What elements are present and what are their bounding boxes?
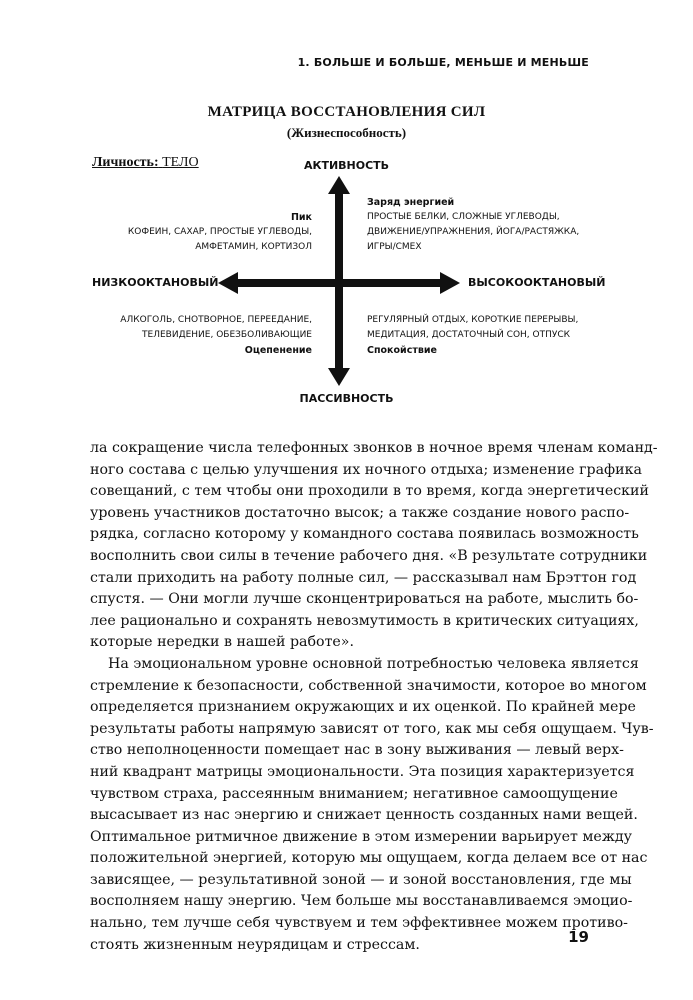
personality-value: ТЕЛО bbox=[162, 155, 199, 170]
text-line: стремление к безопасности, собственной значимости, которое во многом bbox=[90, 677, 647, 694]
figure-subtitle: (Жизнеспособность) bbox=[286, 125, 407, 140]
body-text bbox=[90, 438, 658, 956]
quadrant-top-right bbox=[367, 195, 579, 255]
text-line: нально, тем лучше себя чувствуем и тем эффективнее можем противо- bbox=[90, 915, 628, 932]
text-line: ство неполноценности помещает нас в зону выживания — левый верх- bbox=[90, 742, 624, 759]
arrow-down-icon bbox=[328, 368, 350, 386]
quadrant-title: Оцепенение bbox=[244, 345, 312, 356]
running-header: 1. БОЛЬШЕ И БОЛЬШЕ, МЕНЬШЕ И МЕНЬШЕ bbox=[297, 56, 589, 69]
text-line: зависящее, — результативной зоной — и зоной восстановления, где мы bbox=[90, 871, 632, 888]
personality-key: Личность: bbox=[92, 155, 159, 170]
quadrant-line: КОФЕИН, САХАР, ПРОСТЫЕ УГЛЕВОДЫ, bbox=[127, 227, 312, 237]
quadrant-line: ИГРЫ/СМЕХ bbox=[367, 242, 422, 252]
text-line: результаты работы напрямую зависят от того, как мы себя ощущаем. Чув- bbox=[90, 720, 654, 737]
text-line: восполнить свои силы в течение рабочего дня. «В результате сотрудники bbox=[90, 547, 648, 564]
paragraph-2 bbox=[90, 654, 654, 956]
text-line: спустя. — Они могли лучше сконцентрироваться на работе, мыслить бо- bbox=[90, 591, 639, 608]
text-line: совещаний, с тем чтобы они проходили в то время, когда энергетический bbox=[90, 483, 649, 500]
quadrant-line: АМФЕТАМИН, КОРТИЗОЛ bbox=[195, 242, 312, 252]
quadrant-title: Спокойствие bbox=[367, 345, 437, 356]
quadrant-title: Заряд энергией bbox=[367, 197, 455, 208]
text-line: которые нередки в нашей работе». bbox=[90, 634, 354, 651]
text-line: восполняем нашу энергию. Чем больше мы восстанавливаемся эмоцио- bbox=[90, 893, 633, 910]
text-line: ний квадрант матрицы эмоциональности. Эта позиция характеризуется bbox=[90, 763, 635, 780]
text-line: высасывает из нас энергию и снижает ценность созданных нами вещей. bbox=[90, 807, 638, 824]
text-line: ного состава с целью улучшения их ночного отдыха; изменение графика bbox=[90, 461, 642, 478]
text-line: На эмоциональном уровне основной потребностью человека является bbox=[108, 655, 639, 672]
quadrant-line: МЕДИТАЦИЯ, ДОСТАТОЧНЫЙ СОН, ОТПУСК bbox=[367, 330, 571, 340]
quadrant-bottom-left bbox=[120, 313, 312, 358]
quadrant-title: Пик bbox=[290, 212, 312, 223]
axis-right-label: ВЫСОКООКТАНОВЫЙ bbox=[468, 276, 606, 289]
text-line: стоять жизненным неурядицам и стрессам. bbox=[90, 936, 420, 953]
quadrant-line: ПРОСТЫЕ БЕЛКИ, СЛОЖНЫЕ УГЛЕВОДЫ, bbox=[367, 212, 560, 222]
figure-title: МАТРИЦА ВОССТАНОВЛЕНИЯ СИЛ bbox=[207, 104, 486, 120]
quadrant-line: ДВИЖЕНИЕ/УПРАЖНЕНИЯ, ЙОГА/РАСТЯЖКА, bbox=[367, 227, 580, 237]
quadrant-line: РЕГУЛЯРНЫЙ ОТДЫХ, КОРОТКИЕ ПЕРЕРЫВЫ, bbox=[367, 315, 579, 325]
text-line: лее рационально и сохранять невозмутимость в критических ситуациях, bbox=[90, 612, 639, 629]
arrow-left-icon bbox=[218, 272, 238, 294]
text-line: стали приходить на работу полные сил, — рассказывал нам Брэттон год bbox=[90, 569, 637, 586]
quadrant-line: АЛКОГОЛЬ, СНОТВОРНОЕ, ПЕРЕЕДАНИЕ, bbox=[120, 315, 312, 325]
page-number: 19 bbox=[568, 928, 589, 946]
text-line: положительной энергией, которую мы ощущаем, когда делаем все от нас bbox=[90, 850, 648, 867]
quadrant-top-left bbox=[128, 210, 312, 255]
text-line: чувством страха, рассеянным вниманием; негативное самоощущение bbox=[90, 785, 618, 802]
axis-top-label: АКТИВНОСТЬ bbox=[303, 159, 390, 172]
text-line: определяется признанием окружающих и их оценкой. По крайней мере bbox=[90, 699, 636, 716]
matrix-axes bbox=[0, 0, 693, 440]
arrow-right-icon bbox=[440, 272, 460, 294]
text-line: ла сокращение числа телефонных звонков в ночное время членам команд- bbox=[90, 440, 658, 456]
quadrant-bottom-right bbox=[367, 313, 578, 358]
axis-left-label: НИЗКООКТАНОВЫЙ bbox=[92, 276, 219, 289]
text-line: Оптимальное ритмичное движение в этом измерении варьирует между bbox=[90, 828, 632, 845]
axis-bottom-label: ПАССИВНОСТЬ bbox=[299, 392, 394, 405]
paragraph-1 bbox=[90, 438, 658, 654]
text-line: уровень участников достаточно высок; а также создание нового распо- bbox=[90, 504, 630, 521]
quadrant-line: ТЕЛЕВИДЕНИЕ, ОБЕЗБОЛИВАЮЩИЕ bbox=[142, 330, 312, 340]
text-line: рядка, согласно которому у командного состава появилась возможность bbox=[90, 526, 639, 543]
arrow-up-icon bbox=[328, 176, 350, 194]
